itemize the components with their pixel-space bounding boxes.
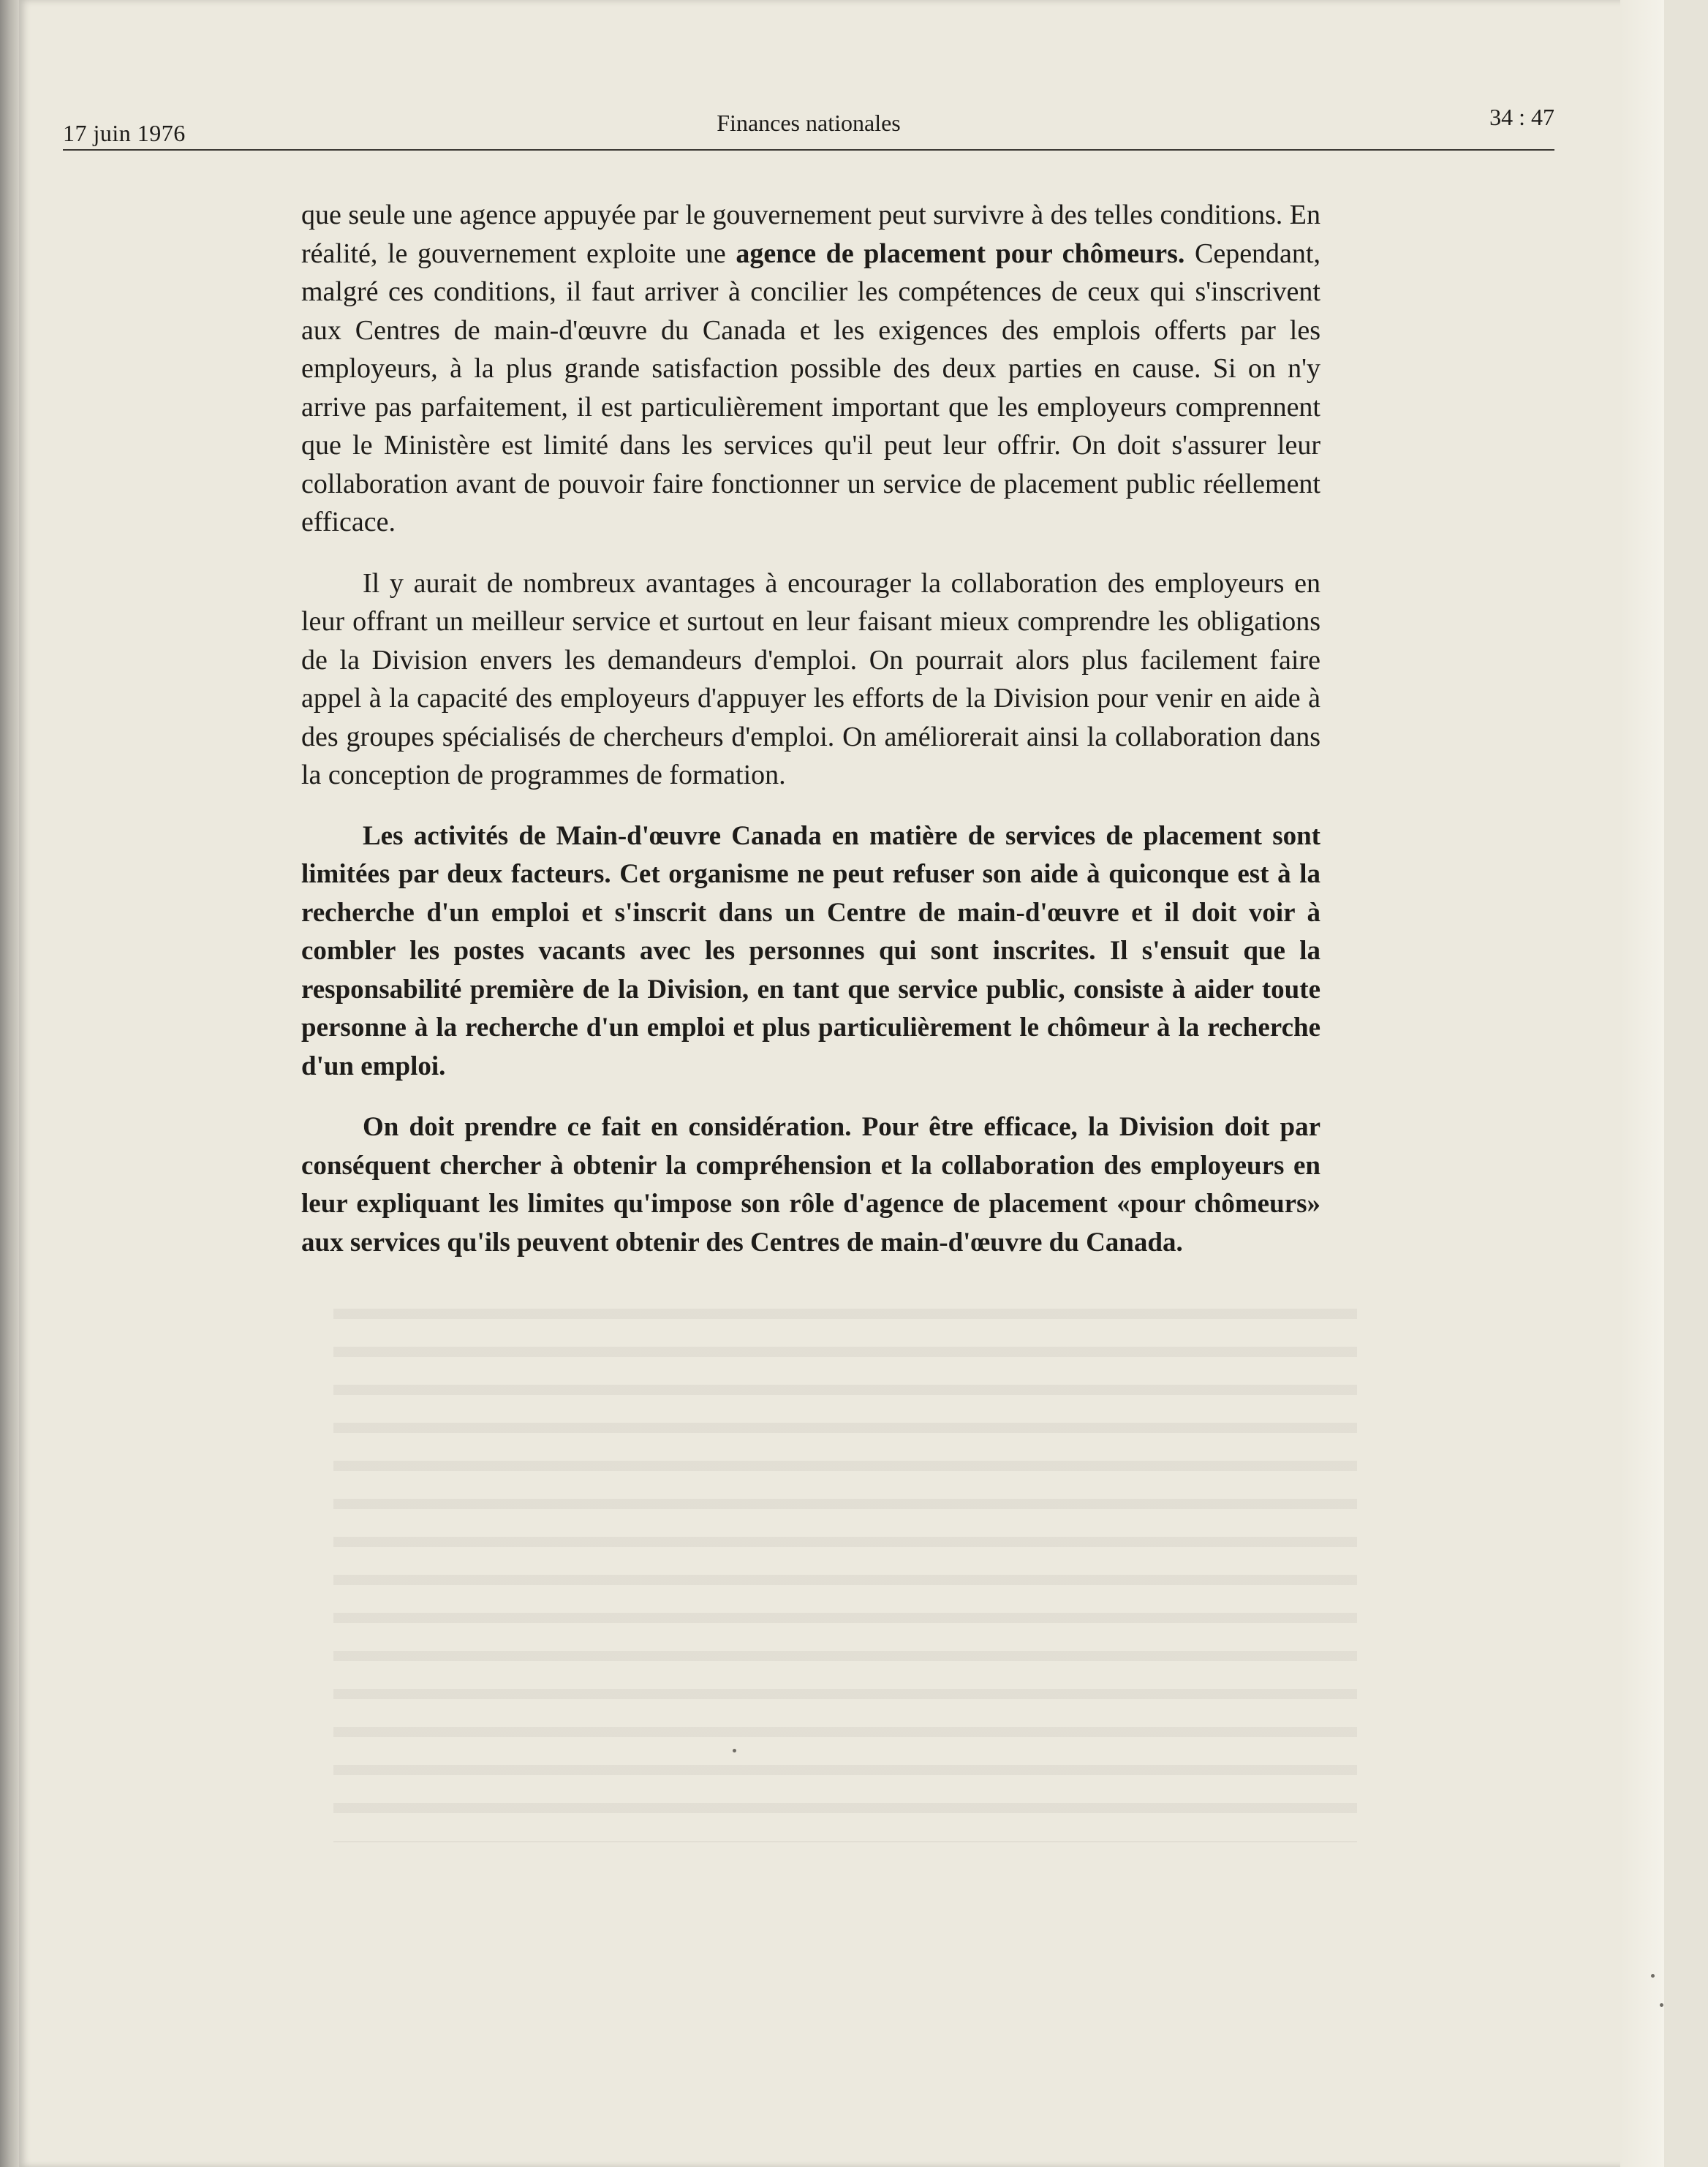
reverse-side-bleed-through — [333, 1287, 1357, 1842]
book-binding — [0, 0, 19, 2167]
header-title: Finances nationales — [717, 110, 901, 136]
speck-mark — [1651, 1974, 1655, 1978]
header-rule — [63, 149, 1554, 151]
body-text — [301, 196, 1320, 1285]
running-header — [63, 104, 1554, 154]
header-date: 17 juin 1976 — [63, 120, 186, 146]
paragraph-1 — [301, 196, 1320, 542]
speck-mark — [733, 1749, 736, 1752]
speck-mark — [1660, 2003, 1663, 2007]
paragraph-1-bold-phrase: agence de placement pour chômeurs. — [736, 238, 1185, 269]
paragraph-1-part-2: Cependant, malgré ces conditions, il faut arriver à concilier les compétences de ceux qui s'inscrivent aux Centres de main-d'œuvre du Canada et les exigences des emplois offerts par les employeurs, à la plus grande satisfaction possible des deux parties en cause. Si on n'y arrive pas parfaitement, il est particulièrement important que les employeurs comprennent que le Ministère est limité dans les services qu'il peut leur offrir. On doit s'assurer leur collaboration avant de pouvoir faire fonctionner un service de placement public réellement efficace. — [301, 238, 1320, 537]
page-number: 34 : 47 — [1489, 104, 1554, 130]
page-edge — [1620, 0, 1664, 2167]
paragraph-3-bold: Les activités de Main-d'œuvre Canada en matière de services de placement sont limitées par deux facteurs. Cet organisme ne peut refuser son aide à quiconque est à la recherche d'un emploi et s'inscrit dans un Centre de main-d'œuvre et il doit voir à combler les postes vacants avec les personnes qui sont inscrites. Il s'ensuit que la responsabilité première de la Division, en tant que service public, consiste à aider toute personne à la recherche d'un emploi et plus particulièrement le chômeur à la recherche d'un emploi. — [301, 820, 1320, 1081]
paragraph-1-part-1: que seule une agence appuyée par le gouvernement peut survivre à des telles conditions. En réalité, le gouvernement exploite une — [301, 200, 1320, 269]
paragraph-4-bold: On doit prendre ce fait en considération. Pour être efficace, la Division doit par conséquent chercher à obtenir la compréhension et la collaboration des employeurs en leur expliquant les limites qu'impose son rôle d'agence de placement «pour chômeurs» aux services qu'ils peuvent obtenir des Centres de main-d'œuvre du Canada. — [301, 1112, 1320, 1258]
paragraph-2: Il y aurait de nombreux avantages à encourager la collaboration des employeurs en leur offrant un meilleur service et surtout en leur faisant mieux comprendre les obligations de la Division envers les demandeurs d'emploi. On pourrait alors plus facilement faire appel à la capacité des employeurs d'appuyer les efforts de la Division pour venir en aide à des groupes spécialisés de chercheurs d'emploi. On améliorerait ainsi la collaboration dans la conception de programmes de formation. — [301, 567, 1320, 790]
